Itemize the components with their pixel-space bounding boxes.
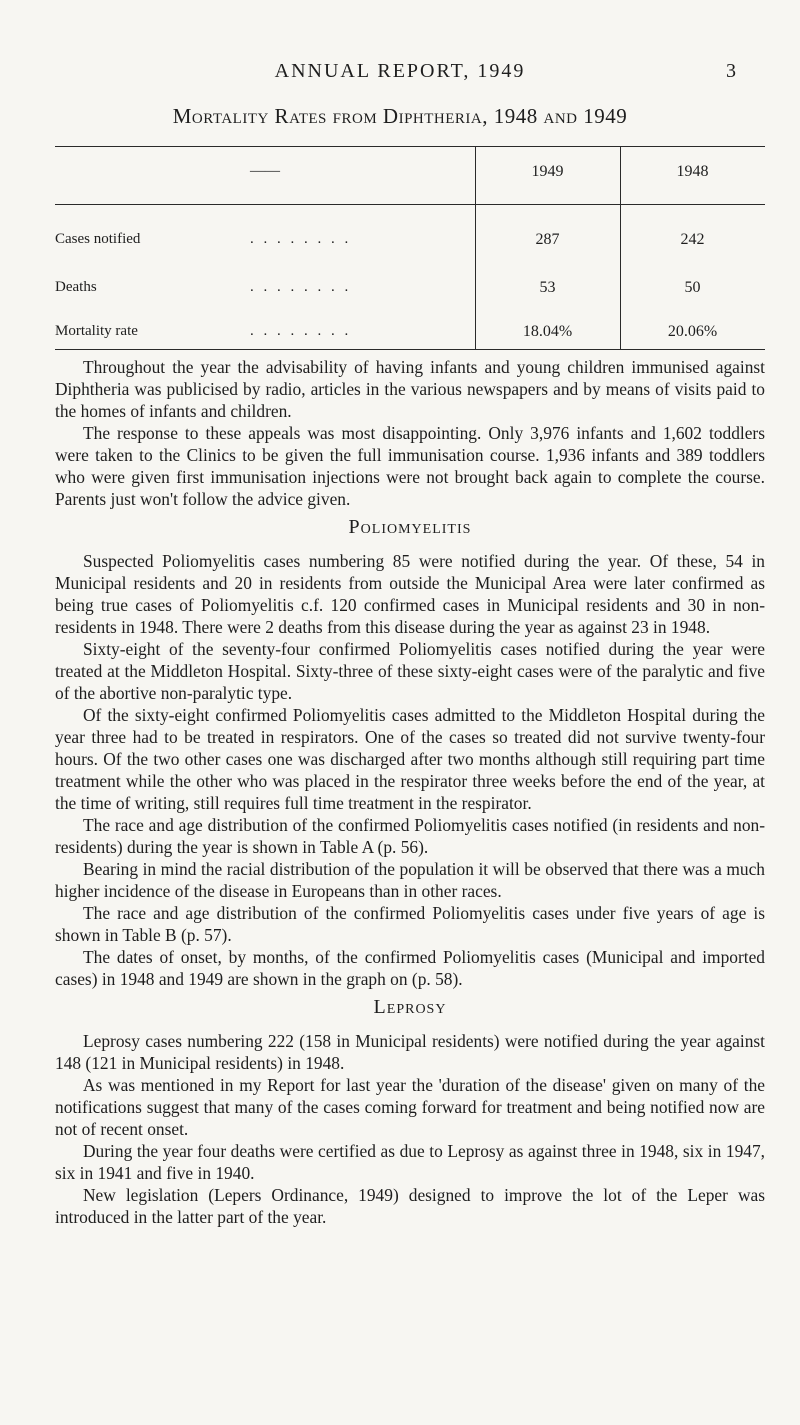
table-rule-header: [55, 204, 765, 205]
row-label-deaths: Deaths: [55, 279, 97, 295]
leader-dots: . . . . . . . .: [250, 231, 352, 247]
deaths-1948: 50: [684, 279, 701, 296]
paragraph: The race and age distribution of the confirmed Poliomyelitis cases under five years of age is shown in Table B (p. 57).: [55, 903, 765, 945]
paragraph: The response to these appeals was most disappointing. Only 3,976 infants and 1,602 toddlers were taken to the Clinics to be given the full immunisation course. 1,936 infants and 389 toddlers who were given first immunisation injections were not brought back again to complete the course. Parents just won't follow the advice given.: [55, 423, 765, 509]
paragraph: The dates of onset, by months, of the confirmed Poliomyelitis cases (Municipal and imported cases) in 1948 and 1949 are shown in the graph on (p. 58).: [55, 947, 765, 989]
table-row-label: [55, 279, 465, 296]
mortality-table: [55, 146, 765, 351]
table-rule-bottom: [55, 349, 765, 350]
table-corner-dash: ——: [250, 163, 280, 179]
paragraph: New legislation (Lepers Ordinance, 1949) designed to improve the lot of the Leper was introduced in the latter part of the year.: [55, 1185, 765, 1227]
running-header: ANNUAL REPORT, 1949: [274, 60, 526, 82]
paragraph: Of the sixty-eight confirmed Poliomyelitis cases admitted to the Middleton Hospital during the year three had to be treated in respirators. One of the cases so treated did not survive twenty-four hours. Of the two other cases one was discharged after two months although still requiring part time treatment while the other who was placed in the respirator three weeks before the end of the year, at the time of writing, still requires full time treatment in the respirator.: [55, 705, 765, 813]
leader-dots: . . . . . . . .: [250, 323, 352, 339]
table-rule-top: [55, 146, 765, 147]
column-header-1948: 1948: [676, 163, 709, 180]
table-row-label: [55, 231, 465, 248]
paragraph: As was mentioned in my Report for last year the 'duration of the disease' given on many of the notifications suggest that many of the cases coming forward for treatment and being notified now are not of recent onset.: [55, 1075, 765, 1139]
cases-notified-1949: 287: [535, 231, 560, 248]
section-heading-poliomyelitis: Poliomyelitis: [348, 516, 472, 538]
row-label-mortality-rate: Mortality rate: [55, 323, 138, 339]
table-title: Mortality Rates from Diphtheria, 1948 and 1949: [172, 104, 628, 128]
deaths-1949: 53: [539, 279, 556, 296]
paragraph: Bearing in mind the racial distribution of the population it will be observed that there was a much higher incidence of the disease in Europeans than in other races.: [55, 859, 765, 901]
paragraph: Sixty-eight of the seventy-four confirmed Poliomyelitis cases notified during the year were treated at the Middleton Hospital. Sixty-three of these sixty-eight cases were of the paralytic and five of the abortive non-paralytic type.: [55, 639, 765, 703]
report-body: [55, 356, 765, 1228]
paragraph: The race and age distribution of the confirmed Poliomyelitis cases notified (in residents and non-residents) during the year is shown in Table A (p. 56).: [55, 815, 765, 857]
table-row-label: [55, 323, 465, 340]
cases-notified-1948: 242: [680, 231, 705, 248]
row-label-cases-notified: Cases notified: [55, 231, 141, 247]
paragraph: During the year four deaths were certified as due to Leprosy as against three in 1948, six in 1947, six in 1941 and five in 1940.: [55, 1141, 765, 1183]
mortality-rate-1948: 20.06%: [667, 323, 718, 340]
page-number: 3: [726, 60, 736, 82]
paragraph: Leprosy cases numbering 222 (158 in Municipal residents) were notified during the year against 148 (121 in Municipal residents) in 1948.: [55, 1031, 765, 1073]
leader-dots: . . . . . . . .: [250, 279, 352, 295]
column-header-1949: 1949: [531, 163, 564, 180]
paragraph: Suspected Poliomyelitis cases numbering 85 were notified during the year. Of these, 54 in Municipal residents and 20 in residents from outside the Municipal Area were later confirmed as being true cases of Poliomyelitis c.f. 120 confirmed cases in Municipal residents and 30 in non-residents in 1948. There were 2 deaths from this disease during the year as against 23 in 1948.: [55, 551, 765, 637]
paragraph: Throughout the year the advisability of having infants and young children immunised against Diphtheria was publicised by radio, articles in the various newspapers and by means of visits paid to the homes of infants and children.: [55, 357, 765, 421]
mortality-rate-1949: 18.04%: [522, 323, 573, 340]
section-heading-leprosy: Leprosy: [373, 996, 447, 1018]
